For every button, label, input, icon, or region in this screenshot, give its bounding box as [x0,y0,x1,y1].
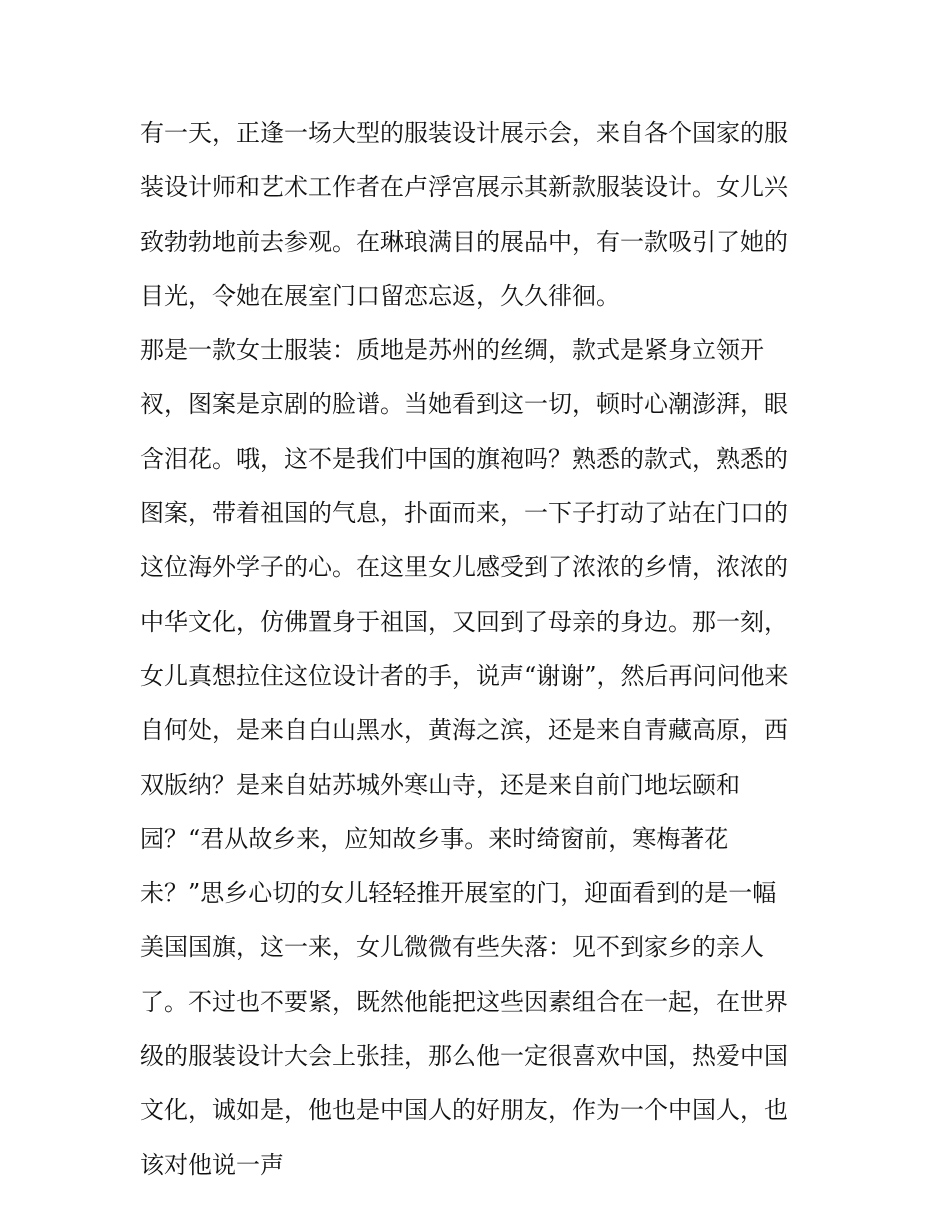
text-line: 该对他说一声 [140,1150,284,1179]
text-line: 了。不过也不要紧，既然他能把这些因素组合在一起，在世界 [140,987,788,1016]
text-line: 致勃勃地前去参观。在琳琅满目的展品中，有一款吸引了她的 [140,227,788,256]
text-line: 有一天，正逢一场大型的服装设计展示会，来自各个国家的服 [140,119,788,147]
body-text [140,106,820,1192]
text-line: 文化，诚如是，他也是中国人的好朋友，作为一个中国人，也 [140,1096,788,1125]
text-line: 图案，带着祖国的气息，扑面而来，一下子打动了站在门口的 [140,499,788,528]
text-line: 级的服装设计大会上张挂，那么他一定很喜欢中国，热爱中国 [140,1042,788,1071]
text-line: 装设计师和艺术工作者在卢浮宫展示其新款服装设计。女儿兴 [140,173,788,202]
text-line: 这位海外学子的心。在这里女儿感受到了浓浓的乡情，浓浓的 [140,553,788,582]
text-line: 自何处，是来自白山黑水，黄海之滨，还是来自青藏高原，西 [140,716,788,745]
text-line: 女儿真想拉住这位设计者的手，说声“谢谢”，然后再问问他来 [140,661,789,690]
text-line: 美国国旗，这一来，女儿微微有些失落：见不到家乡的亲人 [140,933,764,962]
text-line: 中华文化，仿佛置身于祖国，又回到了母亲的身边。那一刻， [140,607,788,636]
text-line: 双版纳？是来自姑苏城外寒山寺，还是来自前门地坛颐和 [140,770,740,799]
text-line: 未？”思乡心切的女儿轻轻推开展室的门，迎面看到的是一幅 [140,879,777,908]
text-line: 那是一款女士服装：质地是苏州的丝绸，款式是紧身立领开 [140,336,764,365]
text-line: 目光，令她在展室门口留恋忘返，久久徘徊。 [140,281,620,310]
text-line: 含泪花。哦，这不是我们中国的旗袍吗？熟悉的款式，熟悉的 [140,444,788,473]
text-line: 园？“君从故乡来，应知故乡事。来时绮窗前，寒梅著花 [140,824,729,853]
text-line: 衩，图案是京剧的脸谱。当她看到这一切，顿时心潮澎湃，眼 [140,390,788,419]
